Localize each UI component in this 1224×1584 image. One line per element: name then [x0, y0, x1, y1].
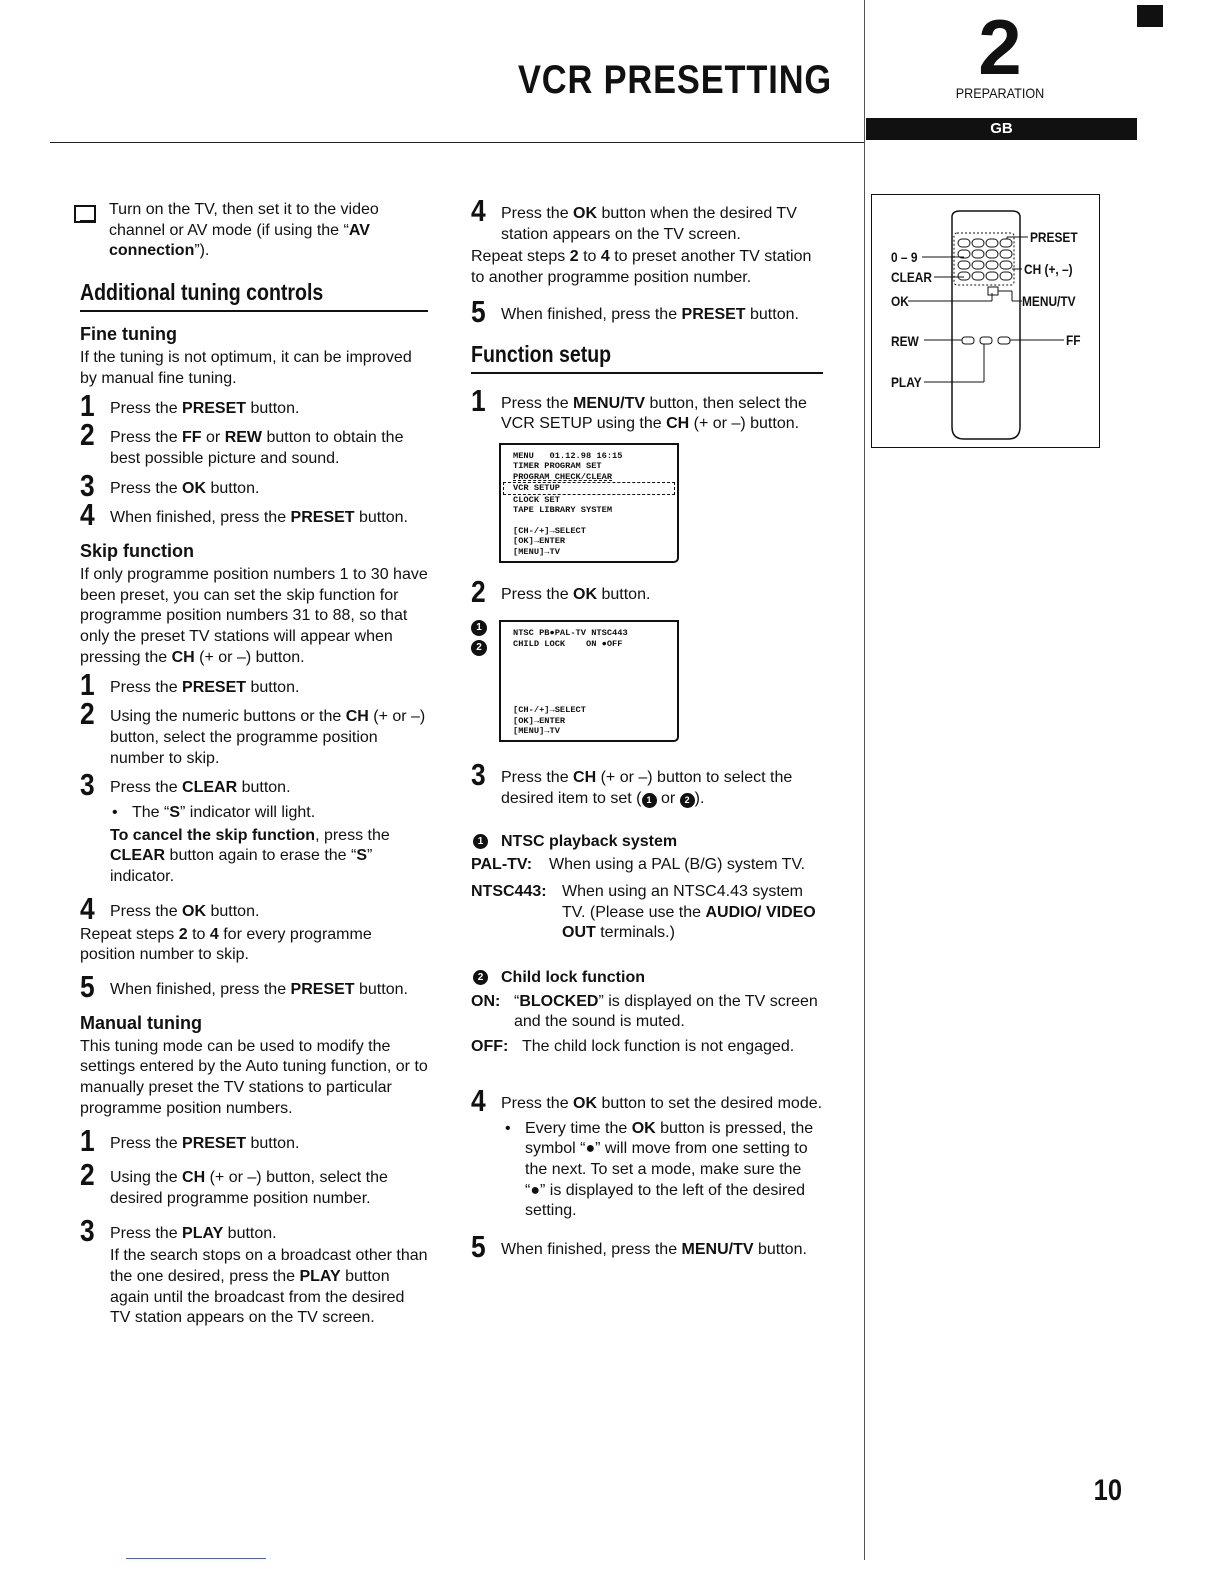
- step: 2 Press the OK button.: [471, 574, 651, 610]
- bullet-item: • Every time the OK button is pressed, the symbol “●” will move from one setting to the next. To set a mode, make sure the “●” is displayed to the left of the desired setting.: [471, 1119, 823, 1223]
- chapter-number: 2: [978, 3, 1022, 91]
- osd-line: [OK]→ENTER: [513, 715, 566, 726]
- label-rew: REW: [891, 333, 919, 349]
- step: 3 Press the CLEAR button.: [80, 767, 291, 803]
- step: 2 Press the FF or REW button to obtain the best possible picture and sound.: [80, 417, 404, 467]
- label-ch: CH (+, –): [1024, 261, 1073, 277]
- step: 1 Press the PRESET button.: [80, 666, 300, 702]
- step: 1 Press the PRESET button.: [80, 1122, 300, 1158]
- bottom-link-line: [126, 1558, 266, 1559]
- search-note: If the search stops on a broadcast other than the one desired, press the PLAY button again until the broadcast from the desired TV station appears on the TV screen.: [110, 1247, 428, 1327]
- osd-line: PROGRAM CHECK/CLEAR: [513, 471, 613, 482]
- osd-line: [OK]→ENTER: [513, 536, 566, 547]
- marker-1-icon: 1: [642, 793, 657, 808]
- label-0-9: 0 – 9: [891, 249, 918, 265]
- label-play: PLAY: [891, 374, 922, 390]
- skip-function-text: If only programme position numbers 1 to 30 have been preset, you can set the skip function for programme position numbers 31 to 88, so that only the preset TV stations will appear when pressing the CH (+ or –) button.: [80, 566, 428, 666]
- fine-tuning-text: If the tuning is not optimum, it can be improved by manual fine tuning.: [80, 349, 412, 387]
- page-title: VCR PRESETTING: [517, 58, 833, 102]
- osd-vcr-setup-screen: [476, 620, 679, 742]
- intro-note: [80, 200, 428, 262]
- definition-off: OFF: The child lock function is not engaged.: [471, 1038, 795, 1056]
- subheading-manual-tuning: Manual tuning: [80, 1012, 202, 1033]
- middle-column: [471, 192, 823, 1265]
- tv-icon: [74, 205, 96, 223]
- osd-selected-line: VCR SETUP: [503, 482, 675, 495]
- definition-pal-tv: PAL-TV: When using a PAL (B/G) system TV.: [471, 856, 806, 874]
- step: 1 Press the MENU/TV button, then select the VCR SETUP using the CH (+ or –) button.: [471, 382, 807, 433]
- step: 3 Press the OK button.: [80, 467, 260, 503]
- remote-diagram: [871, 194, 1100, 448]
- step: 2 Using the CH (+ or –) button, select the desired programme position number.: [80, 1157, 388, 1207]
- label-menu-tv: MENU/TV: [1022, 293, 1076, 309]
- marker-1-icon: 1: [473, 834, 488, 849]
- section-heading-additional: Additional tuning controls: [80, 278, 428, 312]
- step: 3 Press the CH (+ or –) button to select the desired item to set ( 1 or 2 ).: [471, 757, 793, 807]
- osd-line: [CH-/+]→SELECT: [513, 705, 586, 716]
- osd-menu-screen: [499, 443, 679, 564]
- bullet-item: • The “S” indicator will light.: [80, 803, 428, 824]
- repeat-steps-text: Repeat steps 2 to 4 to preset another TV station to another programme position number.: [471, 248, 812, 287]
- language-bar: GB: [866, 118, 1137, 140]
- marker-2-icon: 2: [473, 970, 488, 985]
- ntsc-heading: 1 NTSC playback system: [471, 832, 823, 853]
- subheading-fine-tuning: Fine tuning: [80, 324, 177, 345]
- osd-line: [MENU]→TV: [513, 726, 560, 737]
- step: 4 When finished, press the PRESET button.: [80, 497, 408, 533]
- osd-line: [MENU]→TV: [513, 546, 560, 557]
- label-ff: FF: [1066, 332, 1081, 348]
- marker-2-icon: 2: [471, 640, 487, 656]
- corner-tab-mark: [1137, 5, 1163, 27]
- definition-ntsc443: NTSC443: When using an NTSC4.43 system TV. (Please use the AUDIO/ VIDEO OUT terminals.): [471, 882, 816, 942]
- child-lock-heading: 2 Child lock function: [471, 968, 823, 989]
- step: 1 Press the PRESET button.: [80, 387, 300, 423]
- intro-text-end: ”).: [194, 242, 210, 260]
- step: 5 When finished, press the MENU/TV button.: [471, 1229, 807, 1265]
- column-divider: [864, 0, 865, 1560]
- header-rule: [50, 142, 865, 143]
- osd-line: CHILD LOCK ON ●OFF: [513, 638, 623, 649]
- osd-line: TAPE LIBRARY SYSTEM: [513, 505, 613, 516]
- step: 3 Press the PLAY button.: [80, 1212, 277, 1248]
- subheading-skip-function: Skip function: [80, 541, 194, 562]
- chapter-label: PREPARATION: [955, 85, 1045, 101]
- osd-line: NTSC PB●PAL-TV NTSC443: [513, 628, 628, 639]
- marker-2-icon: 2: [680, 793, 695, 808]
- step: 4 Press the OK button.: [80, 890, 260, 926]
- osd-line: CLOCK SET: [513, 494, 560, 505]
- definition-on: ON: “BLOCKED” is displayed on the TV screen and the sound is muted.: [471, 992, 818, 1031]
- intro-bold: AV connection: [109, 221, 370, 260]
- step: 5 When finished, press the PRESET button.: [471, 293, 799, 329]
- label-clear: CLEAR: [891, 269, 932, 285]
- left-column: [80, 200, 428, 1329]
- osd-line: TIMER PROGRAM SET: [513, 461, 602, 472]
- page-number: 10: [1093, 1474, 1122, 1507]
- osd-line: [CH-/+]→SELECT: [513, 525, 586, 536]
- step: 4 Press the OK button when the desired TV station appears on the TV screen.: [471, 193, 797, 243]
- osd-line: MENU 01.12.98 16:15: [513, 450, 623, 461]
- marker-1-icon: 1: [471, 620, 487, 636]
- cancel-skip-note: To cancel the skip function, press the CLEAR button again to erase the “S” indicator.: [110, 826, 390, 886]
- label-ok: OK: [891, 293, 909, 309]
- manual-tuning-text: This tuning mode can be used to modify the settings entered by the Auto tuning function, or to manually preset the TV stations to particular programme position numbers.: [80, 1037, 428, 1117]
- step: 2 Using the numeric buttons or the CH (+ or –) button, select the programme position number to skip.: [80, 696, 426, 767]
- section-heading-function-setup: Function setup: [471, 340, 823, 374]
- label-preset: PRESET: [1030, 229, 1078, 245]
- step: 5 When finished, press the PRESET button.: [80, 968, 408, 1004]
- step: 4 Press the OK button to set the desired mode.: [471, 1082, 823, 1118]
- intro-text: Turn on the TV, then set it to the video channel or AV mode (if using the “: [109, 201, 379, 239]
- repeat-steps-text: Repeat steps 2 to 4 for every programme position number to skip.: [80, 925, 372, 964]
